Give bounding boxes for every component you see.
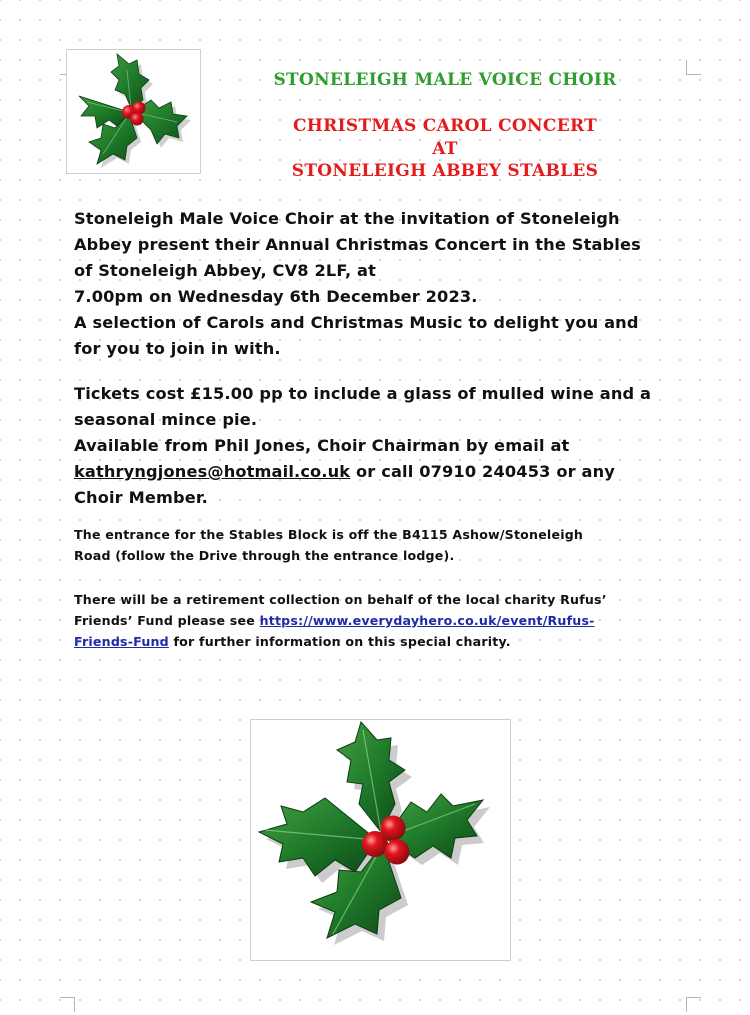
tickets-line: seasonal mince pie.	[74, 410, 258, 429]
choir-name-heading: STONELEIGH MALE VOICE CHOIR	[273, 70, 617, 90]
holly-icon	[67, 50, 200, 173]
entrance-paragraph	[74, 524, 694, 566]
charity-link-part2[interactable]: Friends-Fund	[74, 634, 169, 649]
intro-line: of Stoneleigh Abbey, CV8 2LF, at	[74, 261, 376, 280]
intro-line: Abbey present their Annual Christmas Concert in the Stables	[74, 235, 641, 254]
intro-paragraph	[74, 206, 694, 362]
intro-line: for you to join in with.	[74, 339, 281, 358]
tickets-line: Tickets cost £15.00 pp to include a glass of mulled wine and a	[74, 384, 652, 403]
holly-icon	[251, 720, 510, 960]
collection-text: for further information on this special charity.	[168, 634, 511, 649]
event-title-line3: STONELEIGH ABBEY STABLES	[291, 161, 599, 181]
charity-link-part1[interactable]: https://www.everydayhero.co.uk/event/Rufus-	[259, 613, 595, 628]
tickets-line: Available from Phil Jones, Choir Chairman by email at	[74, 436, 570, 455]
collection-paragraph	[74, 589, 694, 652]
event-title-line1: CHRISTMAS CAROL CONCERT	[292, 116, 598, 136]
holly-image-top	[66, 49, 201, 174]
crop-mark-bottom-left	[60, 997, 75, 1012]
entrance-line: Road (follow the Drive through the entrance lodge).	[74, 548, 455, 563]
entrance-line: The entrance for the Stables Block is off the B4115 Ashow/Stoneleigh	[74, 527, 584, 542]
holly-image-bottom	[250, 719, 511, 961]
tickets-phone-text: or call 07910 240453 or any	[350, 462, 615, 481]
tickets-paragraph	[74, 381, 694, 511]
crop-mark-bottom-right	[686, 997, 701, 1012]
tickets-line	[74, 459, 694, 485]
intro-line: Stoneleigh Male Voice Choir at the invitation of Stoneleigh	[74, 209, 620, 228]
collection-text: Friends’ Fund please see	[74, 613, 260, 628]
collection-line	[74, 631, 694, 652]
collection-line	[74, 610, 694, 631]
tickets-line: Choir Member.	[74, 488, 208, 507]
intro-line: 7.00pm on Wednesday 6th December 2023.	[74, 287, 478, 306]
email-link[interactable]: kathryngjones@hotmail.co.uk	[74, 462, 351, 481]
intro-line: A selection of Carols and Christmas Music to delight you and	[74, 313, 639, 332]
collection-line: There will be a retirement collection on behalf of the local charity Rufus’	[74, 592, 607, 607]
event-title-line2: AT	[432, 139, 458, 159]
